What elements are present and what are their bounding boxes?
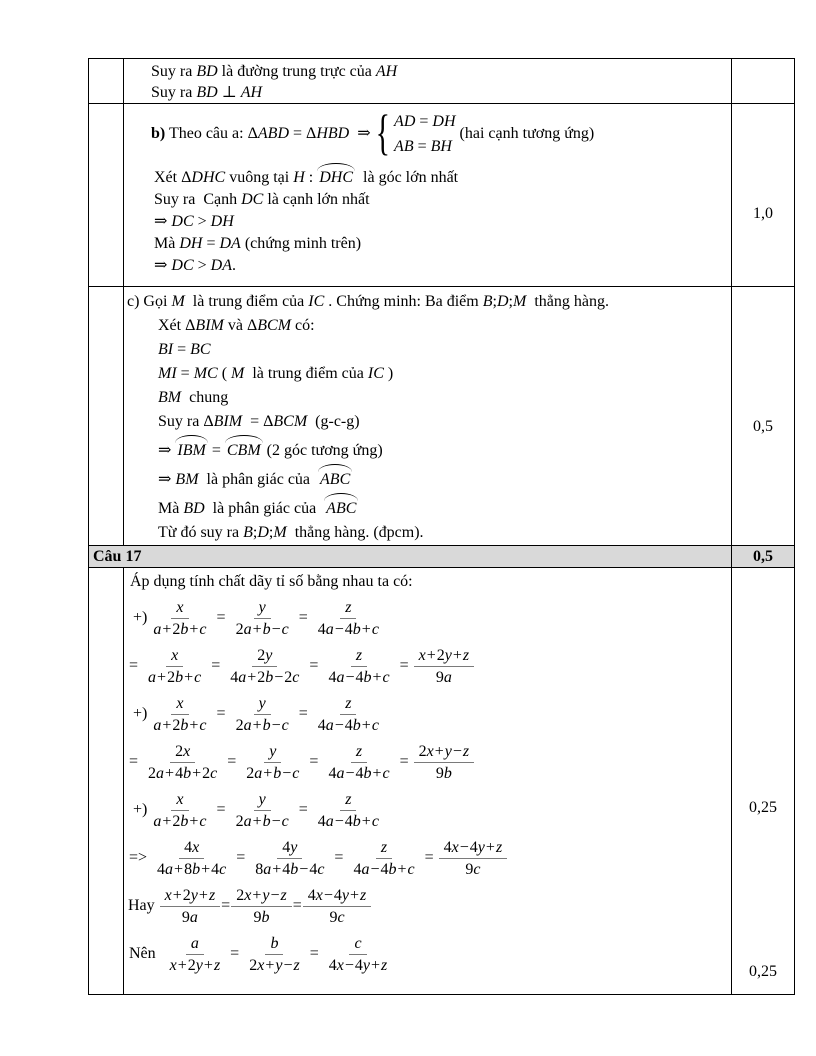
math-expression: = <box>129 753 139 770</box>
fraction <box>143 645 206 688</box>
fraction <box>241 741 304 784</box>
math-expression: ΔBIM = ΔBCM <box>203 413 308 430</box>
fraction-numerator: z <box>340 789 356 811</box>
fraction-numerator: x <box>171 597 188 619</box>
text-line <box>124 290 731 314</box>
angle-arc: ABC <box>324 497 358 521</box>
text-line <box>124 410 731 434</box>
text-fragment: là góc lớn nhất <box>355 169 459 186</box>
fraction <box>323 645 394 688</box>
fraction-numerator: 2y <box>252 645 277 667</box>
text-fragment: +) <box>133 705 148 722</box>
equation-system <box>371 105 456 161</box>
angle-arc: CBM <box>225 439 263 463</box>
math-expression: = <box>216 609 226 626</box>
text-fragment: +) <box>133 801 148 818</box>
fraction-numerator: z <box>376 837 392 859</box>
text-line <box>124 786 731 834</box>
fraction <box>250 837 329 880</box>
fraction-numerator: 4y <box>277 837 302 859</box>
text-fragment: . <box>232 257 237 274</box>
fraction <box>323 741 394 784</box>
fraction <box>231 789 294 832</box>
math-expression: BD <box>183 500 205 517</box>
question-number-cell <box>89 287 124 545</box>
text-fragment: Mà <box>158 500 184 517</box>
system-equation: AD = DH <box>394 113 456 130</box>
text-fragment: Suy ra <box>158 413 204 430</box>
solution-cell <box>124 287 732 545</box>
math-expression: DC <box>241 191 264 208</box>
text-fragment: Mà <box>154 235 180 252</box>
text-line <box>124 386 731 410</box>
math-expression: BD <box>196 63 218 80</box>
math-expression: ⇒ BM <box>158 471 199 488</box>
text-fragment: (hai cạnh tương ứng) <box>455 125 595 142</box>
fraction-denominator: 9b <box>253 908 270 926</box>
math-expression: = <box>236 849 246 866</box>
math-expression: = <box>216 705 226 722</box>
fraction <box>152 837 231 880</box>
fraction-denominator: a+2b+c <box>153 716 207 734</box>
fraction <box>244 933 305 976</box>
math-expression: = <box>211 657 221 674</box>
fraction-numerator: 2x+y−z <box>414 741 475 763</box>
math-expression: = <box>298 705 308 722</box>
fraction <box>148 693 211 736</box>
text-fragment: là phân giác của <box>204 500 325 517</box>
math-expression: = <box>216 801 226 818</box>
fraction-denominator: 4a−4b+c <box>328 668 390 686</box>
fraction-numerator: b <box>265 933 283 955</box>
score-value: 0,5 <box>753 418 773 435</box>
math-expression: DH = DA <box>179 235 241 252</box>
text-fragment: ( <box>217 365 232 382</box>
table-row-cau16b <box>89 104 794 287</box>
text-fragment: Từ đó suy ra <box>158 524 244 541</box>
fraction <box>439 837 508 880</box>
math-expression: = <box>211 442 221 459</box>
fraction-denominator: 9a <box>181 908 198 926</box>
text-fragment: ) <box>383 365 394 382</box>
score-value: 0,25 <box>749 963 777 980</box>
math-expression: IC <box>367 365 384 382</box>
fraction <box>313 693 384 736</box>
fraction <box>160 885 221 928</box>
text-fragment: Xét <box>158 317 186 334</box>
fraction-denominator: 2x+y−z <box>249 956 300 974</box>
math-expression: ΔABD = ΔHBD <box>247 125 350 142</box>
text-fragment: Suy ra <box>151 63 197 80</box>
text-fragment: là phân giác của <box>198 471 319 488</box>
math-expression: B;D;M <box>243 524 287 541</box>
text-fragment: thẳng hàng. <box>526 293 609 310</box>
math-expression: = <box>129 657 139 674</box>
text-fragment: là trung điểm của <box>184 293 309 310</box>
text-fragment: +) <box>133 609 148 626</box>
text-fragment: Nên <box>129 945 164 962</box>
fraction-numerator: x <box>171 693 188 715</box>
fraction-numerator: y <box>254 789 271 811</box>
fraction-numerator: 4x <box>179 837 204 859</box>
fraction <box>414 741 475 784</box>
fraction <box>143 741 222 784</box>
angle-arc: IBM <box>175 439 207 463</box>
score-cell <box>732 59 794 103</box>
math-expression: B;D;M <box>482 293 527 310</box>
text-line <box>124 233 731 255</box>
text-fragment: Theo câu a: <box>165 125 248 142</box>
text-line <box>124 930 731 978</box>
text-line <box>124 463 731 492</box>
fraction-numerator: c <box>349 933 366 955</box>
fraction-numerator: a <box>186 933 204 955</box>
fraction-denominator: 4x−4y+z <box>328 956 388 974</box>
math-expression: = <box>399 753 409 770</box>
text-fragment: vuông tại <box>225 169 294 186</box>
fraction-numerator: y <box>264 741 281 763</box>
text-fragment: : <box>304 169 318 186</box>
fraction-denominator: 4a+8b+4c <box>157 860 227 878</box>
text-fragment: thẳng hàng. (đpcm). <box>286 524 424 541</box>
math-expression: M <box>231 365 245 382</box>
fraction-numerator: z <box>340 693 356 715</box>
fraction-denominator: 9c <box>329 908 345 926</box>
score-value: 0,25 <box>749 799 777 816</box>
math-expression: ΔDHC <box>181 169 226 186</box>
angle-arc: ABC <box>318 468 352 492</box>
math-expression: ΔBIM <box>185 317 224 334</box>
fraction-denominator: 2a+b−c <box>235 812 289 830</box>
text-line <box>124 521 731 545</box>
fraction <box>148 597 211 640</box>
math-expression: BI = BC <box>158 341 211 358</box>
score-cell <box>732 287 794 545</box>
text-fragment: Áp dụng tính chất dãy tỉ số bằng nhau ta có: <box>130 573 413 590</box>
text-fragment: Suy ra <box>151 84 197 101</box>
fraction-denominator: 2a+4b+2c <box>148 764 218 782</box>
fraction <box>324 933 393 976</box>
math-expression: BD ⊥ AH <box>196 84 263 101</box>
fraction-numerator: 2x <box>170 741 195 763</box>
math-expression: = <box>298 801 308 818</box>
fraction-numerator: 4x−4y+z <box>303 885 372 907</box>
fraction-denominator: 9a <box>435 668 452 686</box>
fraction-denominator: 8a+4b−4c <box>255 860 325 878</box>
solution-lines <box>124 59 731 103</box>
fraction-numerator: z <box>340 597 356 619</box>
math-expression: = <box>309 657 319 674</box>
text-fragment: Hay <box>128 897 159 914</box>
fraction-numerator: z <box>351 741 367 763</box>
math-expression: = <box>309 945 319 962</box>
text-fragment: có: <box>291 317 315 334</box>
math-expression: = <box>230 945 240 962</box>
math-expression: = <box>399 657 409 674</box>
text-fragment: => <box>129 849 152 866</box>
question-number-cell <box>89 59 124 103</box>
math-expression: = <box>298 609 308 626</box>
text-line <box>124 492 731 521</box>
fraction <box>165 933 226 976</box>
fraction <box>313 789 384 832</box>
fraction <box>225 645 304 688</box>
fraction-denominator: 4a−4b+c <box>353 860 415 878</box>
score-value: 0,5 <box>753 547 773 565</box>
fraction <box>414 645 475 688</box>
math-expression: BM <box>158 389 182 406</box>
text-fragment: là cạnh lớn nhất <box>263 191 370 208</box>
fraction-denominator: 4a−4b+c <box>328 764 390 782</box>
fraction-numerator: y <box>254 693 271 715</box>
fraction <box>303 885 372 928</box>
math-expression: = <box>292 897 302 914</box>
math-expression: ΔBCM <box>246 317 292 334</box>
fraction-numerator: x <box>171 789 188 811</box>
fraction <box>231 885 292 928</box>
math-expression: IC <box>308 293 325 310</box>
table-row-cau17-header <box>89 546 794 568</box>
text-line <box>124 82 731 103</box>
text-fragment: (g-c-g) <box>307 413 360 430</box>
solution-lines <box>124 568 731 994</box>
math-expression: H <box>293 169 305 186</box>
solution-cell <box>124 104 732 286</box>
math-expression: ⇒ <box>357 125 371 142</box>
text-fragment: . Chứng minh: Ba điểm <box>324 293 483 310</box>
math-expression: = <box>309 753 319 770</box>
brace-icon: { <box>375 105 391 161</box>
text-line <box>124 106 731 162</box>
text-line <box>124 834 731 882</box>
fraction-denominator: 2a+b−c <box>235 716 289 734</box>
math-expression: = <box>334 849 344 866</box>
math-expression: = <box>227 753 237 770</box>
math-expression: AH <box>375 63 398 80</box>
question-label: Câu 17 <box>89 546 732 567</box>
math-expression: M <box>171 293 185 310</box>
math-expression: ⇒ DC > DA <box>154 257 233 274</box>
text-line <box>124 738 731 786</box>
answer-key-table <box>88 58 795 995</box>
fraction-numerator: x <box>166 645 183 667</box>
math-expression: = <box>424 849 434 866</box>
system-equations <box>394 109 456 159</box>
fraction-denominator: 4a−4b+c <box>317 620 379 638</box>
fraction-denominator: 9b <box>435 764 452 782</box>
fraction-denominator: 4a+2b−2c <box>230 668 300 686</box>
angle-arc: DHC <box>317 167 355 189</box>
text-fragment: và <box>223 317 247 334</box>
system-equation: AB = BH <box>394 138 452 155</box>
text-line <box>124 569 731 594</box>
text-line <box>124 642 731 690</box>
fraction <box>313 597 384 640</box>
score-value: 1,0 <box>753 205 773 222</box>
math-expression: ⇒ <box>158 442 172 459</box>
fraction-denominator: a+2b+c <box>153 812 207 830</box>
fraction <box>231 597 294 640</box>
fraction-denominator: 9c <box>465 860 481 878</box>
text-line <box>124 61 731 82</box>
fraction <box>348 837 419 880</box>
fraction-denominator: 2a+b−c <box>235 620 289 638</box>
solution-cell <box>124 59 732 103</box>
fraction-denominator: 4a−4b+c <box>317 716 379 734</box>
fraction <box>148 789 211 832</box>
text-line <box>124 189 731 211</box>
text-fragment: c) Gọi <box>127 293 172 310</box>
fraction-denominator: a+2b+c <box>153 620 207 638</box>
math-expression: = <box>221 897 231 914</box>
table-row-cau16-tail <box>89 59 794 104</box>
score-cell <box>732 568 794 994</box>
text-line <box>124 314 731 338</box>
math-expression: MI = MC <box>158 365 218 382</box>
fraction-denominator: x+2y+z <box>169 956 221 974</box>
fraction-denominator: a+2b+c <box>148 668 202 686</box>
fraction-numerator: z <box>351 645 367 667</box>
text-line <box>124 211 731 233</box>
fraction-numerator: 4x−4y+z <box>439 837 508 859</box>
text-fragment: là trung điểm của <box>244 365 368 382</box>
bold-text: b) <box>151 125 166 142</box>
text-line <box>124 690 731 738</box>
solution-lines <box>124 287 731 545</box>
fraction-denominator: 4a−4b+c <box>317 812 379 830</box>
text-fragment: Suy ra Cạnh <box>154 191 242 208</box>
score-cell <box>732 546 794 567</box>
solution-cell <box>124 568 732 994</box>
fraction <box>231 693 294 736</box>
table-row-cau17-solution <box>89 568 794 994</box>
text-fragment: Xét <box>154 169 182 186</box>
solution-lines <box>124 104 731 286</box>
text-line <box>124 594 731 642</box>
text-line <box>124 338 731 362</box>
text-fragment: (chứng minh trên) <box>240 235 362 252</box>
text-line <box>124 434 731 463</box>
question-number-cell <box>89 568 124 994</box>
fraction-numerator: x+2y+z <box>414 645 475 667</box>
score-cell <box>732 104 794 286</box>
text-fragment: chung <box>181 389 229 406</box>
table-row-cau16c <box>89 287 794 546</box>
text-line <box>124 162 731 189</box>
fraction-numerator: x+2y+z <box>160 885 221 907</box>
fraction-numerator: 2x+y−z <box>231 885 292 907</box>
math-expression: ⇒ DC > DH <box>154 213 234 230</box>
fraction-numerator: y <box>254 597 271 619</box>
fraction-denominator: 2a+b−c <box>246 764 300 782</box>
text-line <box>124 255 731 277</box>
text-fragment: (2 góc tương ứng) <box>262 442 383 459</box>
question-number-cell <box>89 104 124 286</box>
text-line <box>124 362 731 386</box>
text-line <box>124 882 731 930</box>
text-fragment: là đường trung trực của <box>217 63 376 80</box>
